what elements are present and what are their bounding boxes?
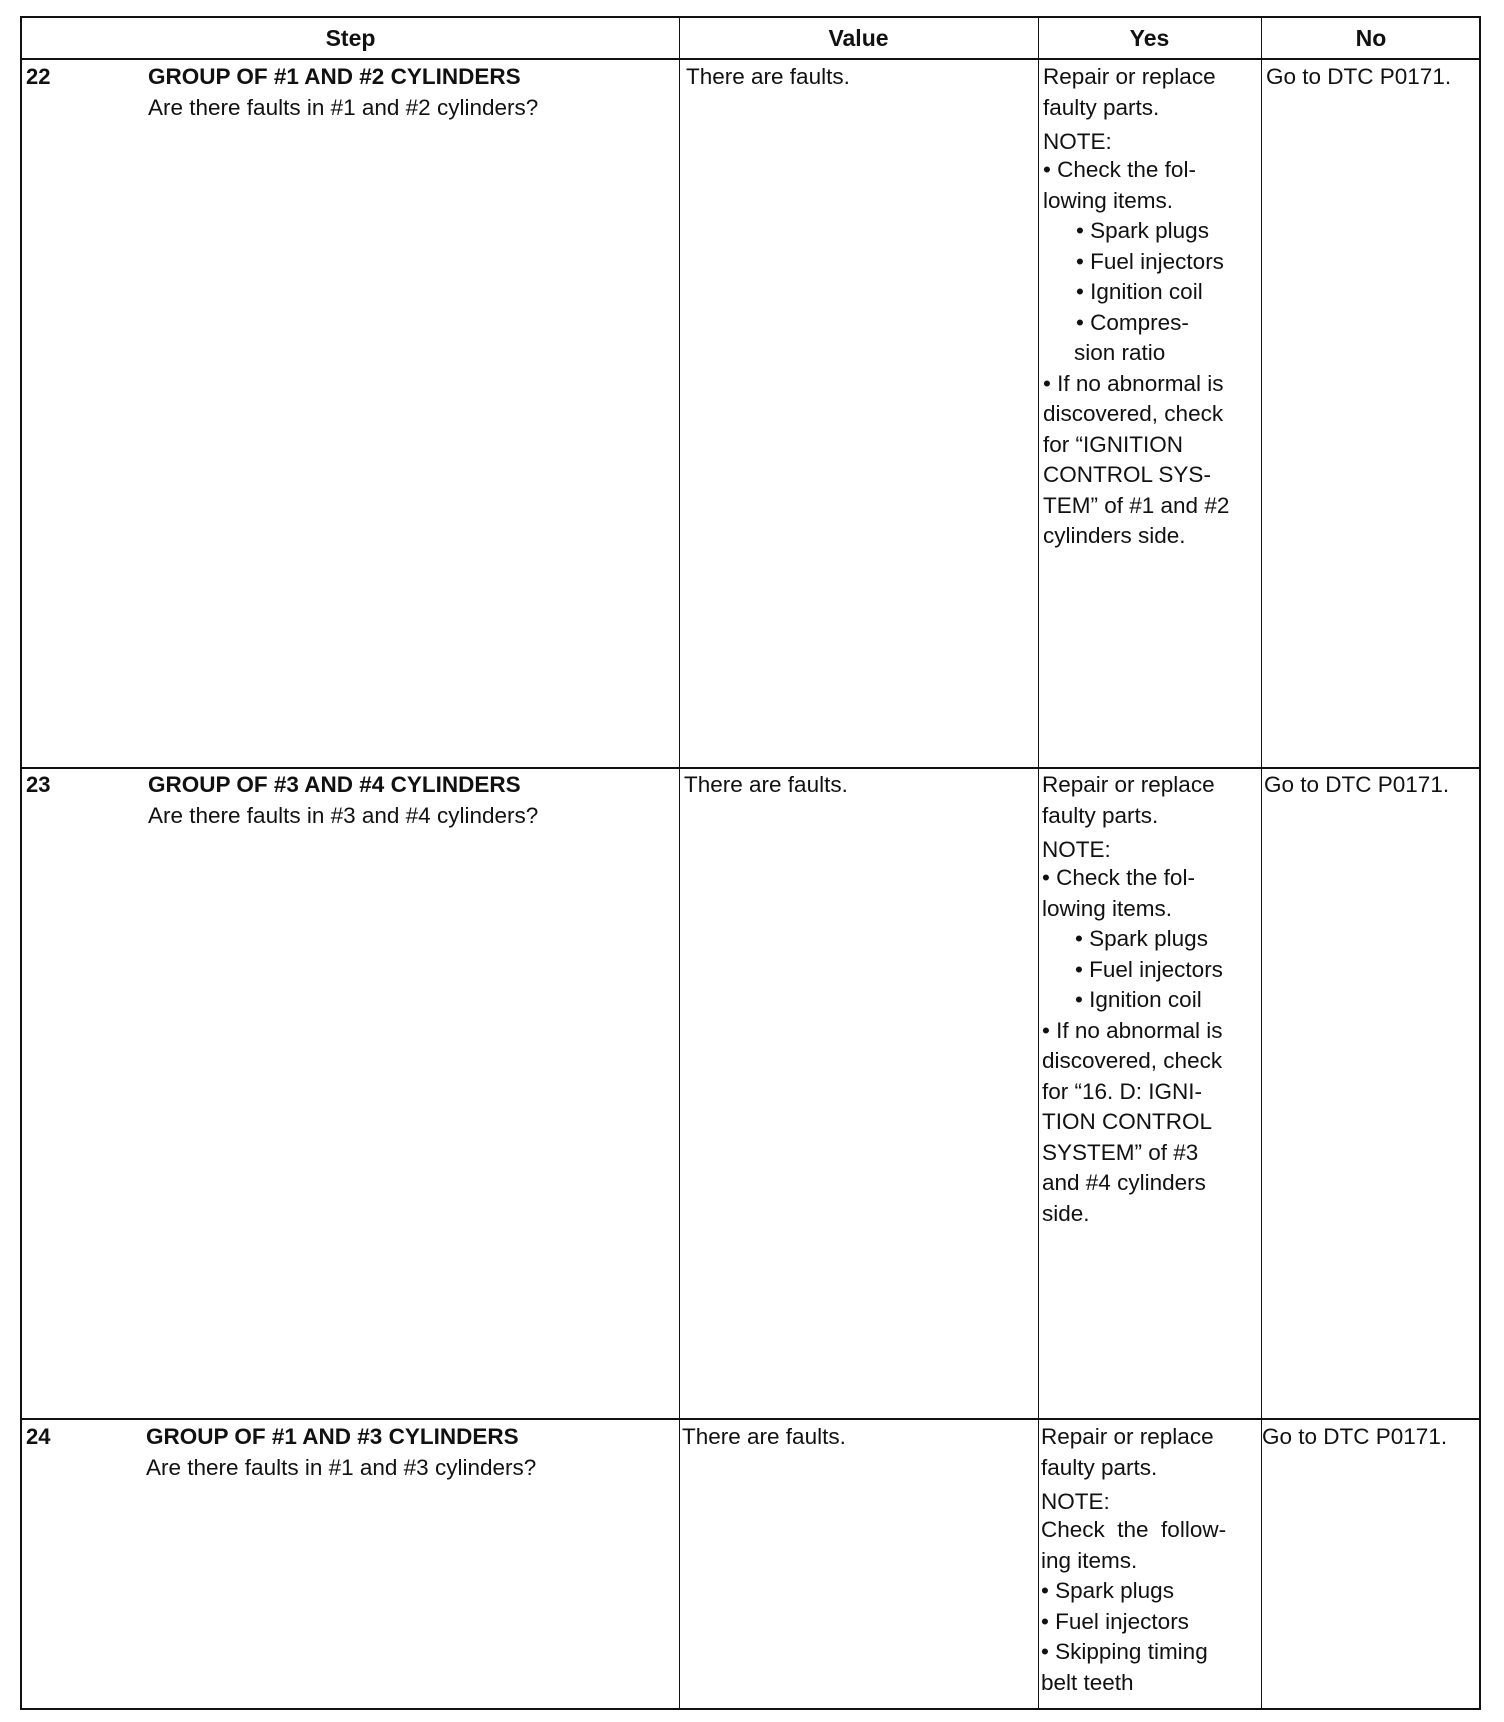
column-divider (1261, 18, 1262, 1710)
yes-line: Check the follow- (1041, 1517, 1227, 1542)
yes-bullet-item: • Fuel injectors (1041, 1608, 1189, 1634)
yes-line: for “IGNITION (1043, 431, 1183, 457)
yes-cell (1043, 62, 1229, 552)
yes-line: belt teeth (1041, 1669, 1134, 1695)
yes-line: side. (1042, 1200, 1090, 1226)
header-step: Step (325, 25, 376, 51)
step-text (148, 62, 538, 123)
step-title: GROUP OF #1 AND #2 CYLINDERS (148, 64, 521, 89)
yes-line: TION CONTROL (1042, 1109, 1213, 1134)
step-question: Are there faults in #1 and #3 cylinders? (146, 1454, 537, 1480)
yes-bullet-item: • Spark plugs (1076, 218, 1209, 243)
yes-line: and #4 cylinders (1042, 1170, 1206, 1195)
step-title: GROUP OF #1 AND #3 CYLINDERS (146, 1424, 519, 1449)
note-label: NOTE: (1041, 1489, 1110, 1514)
diagnostic-table (20, 16, 1481, 1710)
yes-line: • Check the fol- (1043, 157, 1196, 182)
yes-line: lowing items. (1043, 187, 1174, 213)
no-cell: Go to DTC P0171. (1262, 1424, 1448, 1449)
step-question: Are there faults in #1 and #2 cylinders? (148, 94, 539, 120)
yes-line: CONTROL SYS- (1043, 462, 1211, 487)
yes-line: Repair or replace (1041, 1424, 1214, 1449)
step-text (148, 770, 538, 831)
value-cell: There are faults. (686, 64, 850, 89)
step-question: Are there faults in #3 and #4 cylinders? (148, 802, 539, 828)
yes-bullet-item: • Spark plugs (1041, 1578, 1174, 1603)
yes-bullet-item: • Ignition coil (1076, 279, 1203, 304)
yes-line: Repair or replace (1042, 772, 1215, 797)
yes-line: sion ratio (1074, 340, 1166, 365)
header-value: Value (828, 25, 889, 51)
value-cell: There are faults. (684, 772, 848, 797)
note-label: NOTE: (1042, 837, 1111, 862)
yes-bullet-item: • Skipping timing (1041, 1639, 1208, 1664)
yes-line: lowing items. (1042, 895, 1173, 921)
yes-line: Repair or replace (1043, 64, 1216, 89)
column-divider (679, 18, 680, 1710)
yes-line: faulty parts. (1041, 1454, 1158, 1480)
yes-line: • Check the fol- (1042, 865, 1195, 890)
no-cell: Go to DTC P0171. (1266, 64, 1452, 89)
step-number: 22 (26, 64, 51, 89)
yes-line: • If no abnormal is (1042, 1017, 1223, 1043)
step-number: 24 (26, 1424, 51, 1449)
header-yes: Yes (1129, 25, 1170, 51)
yes-line: cylinders side. (1043, 523, 1186, 548)
yes-line: faulty parts. (1042, 802, 1159, 828)
no-cell: Go to DTC P0171. (1264, 772, 1450, 797)
yes-bullet-item: • Compres- (1076, 309, 1189, 335)
header-no: No (1355, 25, 1387, 51)
column-divider (1038, 18, 1039, 1710)
yes-line: discovered, check (1042, 1048, 1223, 1073)
yes-line: for “16. D: IGNI- (1042, 1078, 1203, 1104)
yes-bullet-item: • Fuel injectors (1075, 956, 1223, 982)
note-label: NOTE: (1043, 129, 1112, 154)
yes-bullet-item: • Fuel injectors (1076, 248, 1224, 274)
yes-line: discovered, check (1043, 401, 1224, 426)
yes-line: faulty parts. (1043, 94, 1160, 120)
yes-line: ing items. (1041, 1547, 1138, 1573)
yes-cell (1041, 1422, 1226, 1698)
yes-bullet-item: • Ignition coil (1075, 987, 1202, 1012)
yes-bullet-item: • Spark plugs (1075, 926, 1208, 951)
yes-line: • If no abnormal is (1043, 370, 1224, 396)
step-title: GROUP OF #3 AND #4 CYLINDERS (148, 772, 521, 797)
yes-line: TEM” of #1 and #2 (1043, 492, 1230, 518)
yes-cell (1042, 770, 1223, 1229)
step-number: 23 (26, 772, 51, 797)
yes-line: SYSTEM” of #3 (1042, 1139, 1199, 1165)
value-cell: There are faults. (682, 1424, 846, 1449)
step-text (146, 1422, 536, 1483)
